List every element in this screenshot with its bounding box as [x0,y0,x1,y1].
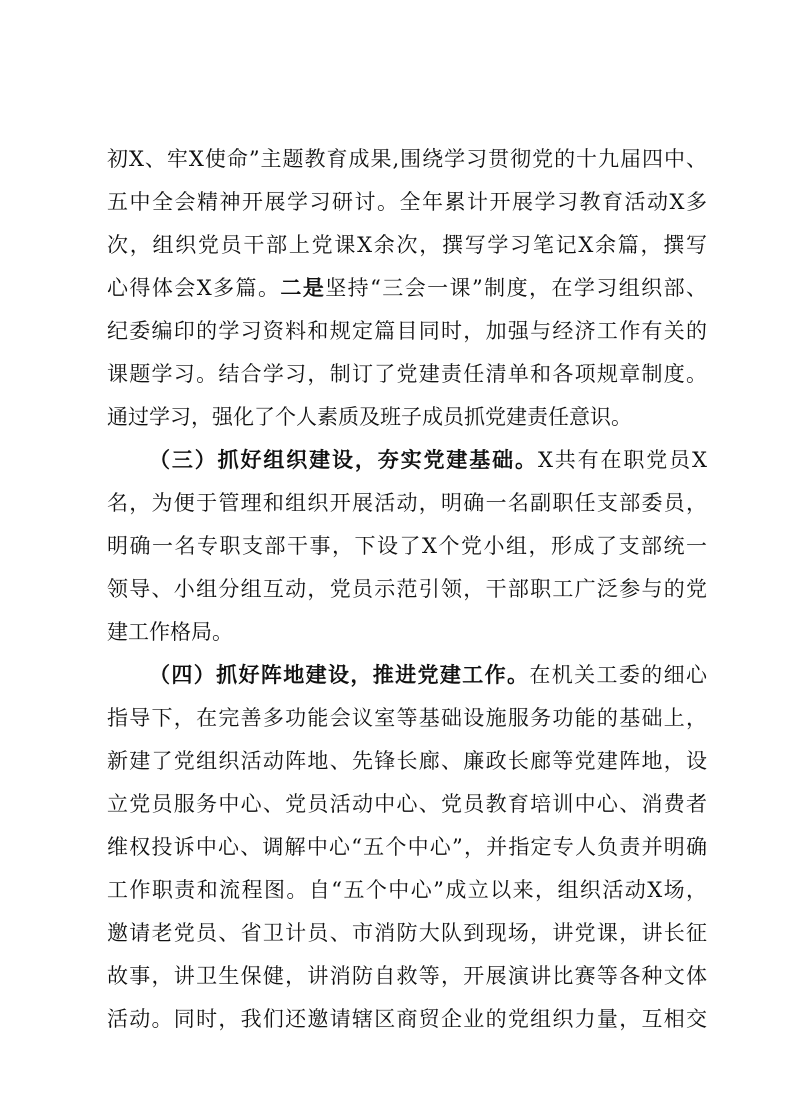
text-segment: 立党员服务中心、党员活动中心、党员教育培训中心、消费者 [107,792,707,816]
text-segment: 维权投诉中心、调解中心“五个中心”，并指定专人负责并明确 [107,835,707,859]
section-heading: （四）抓好阵地建设，推进党建工作。 [149,662,530,687]
text-line [107,486,707,520]
text-segment: 次，组织党员干部上党课X余次，撰写学习笔记X余篇，撰写 [107,233,707,257]
text-line [107,787,707,821]
bold-keyword: 二是 [280,275,326,300]
text-segment: 在机关工委的细心 [529,663,707,687]
text-line [107,744,707,778]
section-heading-line [149,443,707,477]
text-line [107,142,707,176]
text-line [107,572,707,606]
text-segment: 新建了党组织活动阵地、先锋长廊、廉政长廊等党建阵地，设 [107,749,707,773]
text-segment: 指导下，在完善多功能会议室等基础设施服务功能的基础上， [107,706,707,730]
text-line [107,701,707,735]
text-segment: 坚持“三会一课”制度，在学习组织部、 [325,276,708,300]
text-segment: 纪委编印的学习资料和规定篇目同时，加强与经济工作有关的 [107,319,707,343]
text-line [107,1002,707,1036]
text-line [107,400,707,434]
text-line [107,916,707,950]
text-line [107,357,707,391]
text-line [107,873,707,907]
text-segment: 课题学习。结合学习，制订了党建责任清单和各项规章制度。 [107,362,707,386]
text-segment: 领导、小组分组互动，党员示范引领，干部职工广泛参与的党 [107,577,707,601]
text-segment: 名，为便于管理和组织开展活动，明确一名副职任支部委员， [107,491,707,515]
text-segment: 活动。同时，我们还邀请辖区商贸企业的党组织力量，互相交 [107,1007,707,1031]
text-line [107,830,707,864]
text-line [107,959,707,993]
text-line [107,615,707,649]
text-line [107,314,707,348]
text-segment: 初X、牢X使命”主题教育成果,围绕学习贯彻党的十九届四中、 [107,147,707,171]
section-heading: （三）抓好组织建设，夯实党建基础。 [149,447,538,472]
text-segment: 建工作格局。 [107,620,233,644]
text-line [107,529,707,563]
text-line [107,271,707,305]
text-segment: 邀请老党员、省卫计员、市消防大队到现场，讲党课，讲长征 [107,921,707,945]
text-segment: 故事，讲卫生保健，讲消防自救等，开展演讲比赛等各种文体 [107,964,707,988]
text-segment: X共有在职党员X [537,448,708,472]
text-segment: 明确一名专职支部干事，下设了X个党小组，形成了支部统一 [107,534,707,558]
text-line [107,228,707,262]
text-segment: 心得体会X多篇。 [107,276,281,300]
text-segment: 通过学习，强化了个人素质及班子成员抓党建责任意识。 [107,405,632,429]
section-heading-line [149,658,707,692]
text-line [107,185,707,219]
text-segment: 五中全会精神开展学习研讨。全年累计开展学习教育活动X多 [107,190,707,214]
text-segment: 工作职责和流程图。自“五个中心”成立以来，组织活动X场， [107,878,707,902]
